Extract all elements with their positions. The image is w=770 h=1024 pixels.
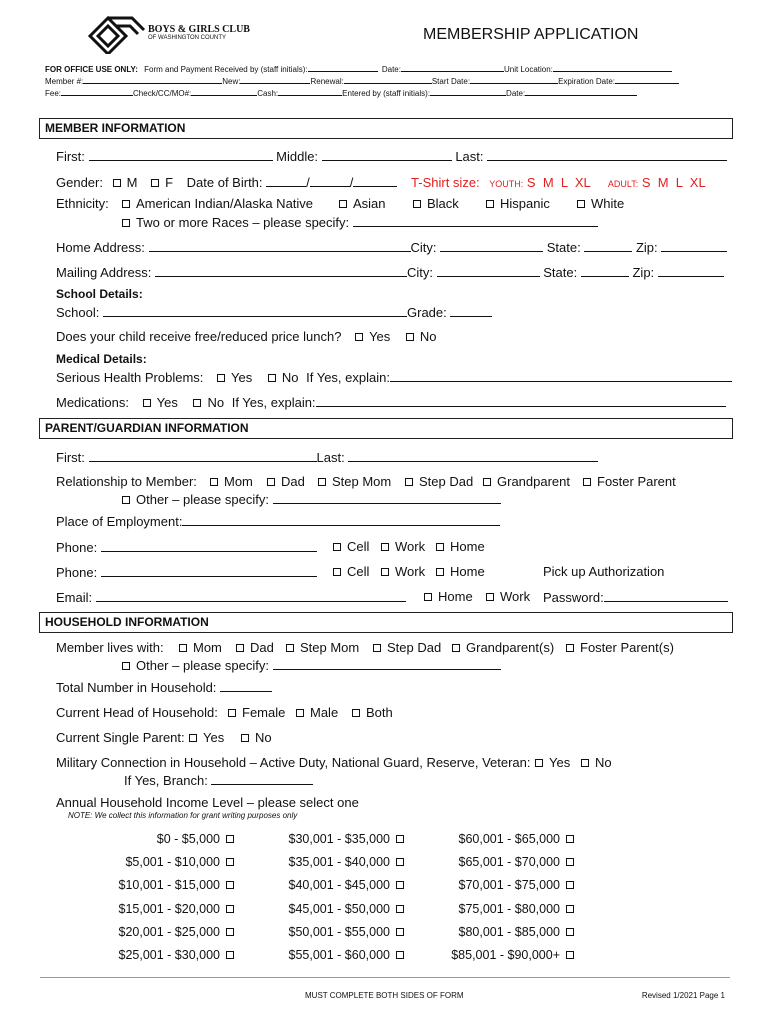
income-option[interactable]: $0 - $5,000 [157,832,234,846]
lunch-no-checkbox[interactable] [406,333,414,341]
lives-step-mom[interactable]: Step Mom [286,640,359,655]
page-title: MEMBERSHIP APPLICATION [423,26,639,43]
total-number-field[interactable] [220,679,272,692]
phone-2-label: Phone: [56,565,98,580]
military-label: Military Connection in Household – Active Duty, National Guard, Reserve, Veteran: [56,755,531,770]
gender-label: Gender: [56,175,103,190]
email-label: Email: [56,590,93,605]
medications-label: Medications: [56,395,129,410]
serious-health-label: Serious Health Problems: [56,370,204,385]
home-address-label: Home Address: [56,240,145,255]
school-field[interactable] [103,304,407,317]
gender-m-label: M [126,175,138,190]
email-row [56,589,406,605]
tshirt-adult-label: ADULT: [607,179,639,189]
phone-2-work[interactable]: Work [381,564,425,579]
email-field[interactable] [96,589,406,602]
mailing-address-field[interactable] [155,264,407,277]
school-row [56,304,492,320]
eth-hispanic[interactable]: Hispanic [486,196,550,211]
phone-1-label: Phone: [56,540,98,555]
club-logo-icon [86,14,146,54]
office-cash-label: Cash: [257,89,279,98]
home-address-row [56,239,727,255]
password-label: Password: [543,590,604,605]
office-row-1 [45,62,672,74]
parent-first-field[interactable] [89,449,317,462]
head-household-label: Current Head of Household: [56,705,218,720]
head-household-label-wrap [56,705,218,720]
dob-slash-2: / [349,175,354,190]
phone-1-home[interactable]: Home [436,539,485,554]
office-expiration-field[interactable] [615,74,679,84]
member-first-field[interactable] [89,148,273,161]
member-section-header [39,118,733,139]
rel-grandparent[interactable]: Grandparent [483,474,570,489]
office-row-3 [45,86,637,98]
meds-no-label: No [207,395,225,410]
dob-slash-1: / [306,175,310,190]
income-option[interactable]: $75,001 - $80,000 [459,902,574,916]
parent-name-row [56,449,598,465]
gender-f-label: F [165,175,174,190]
rel-step-mom[interactable]: Step Mom [318,474,391,489]
lives-with-label-wrap [56,640,164,655]
single-parent-label: Current Single Parent: [56,730,185,745]
meds-yes-checkbox[interactable] [143,399,151,407]
income-option[interactable]: $60,001 - $65,000 [459,832,574,846]
rel-other-field[interactable] [273,491,501,504]
office-renewal-label: Renewal: [310,77,344,86]
branch-label: If Yes, Branch: [124,773,208,788]
employment-label: Place of Employment: [56,514,183,529]
rel-other[interactable]: Other – please specify: [122,491,501,507]
office-date-field[interactable] [401,62,504,72]
household-section-title: HOUSEHOLD INFORMATION [45,615,209,629]
lives-other-field[interactable] [273,657,501,670]
eth-white[interactable]: White [577,196,624,211]
office-start-date-field[interactable] [470,74,558,84]
password-field[interactable] [604,589,728,602]
mailing-zip-label: Zip: [632,265,655,280]
member-name-row [56,148,727,164]
medical-details-heading: Medical Details: [56,352,147,366]
office-label: FOR OFFICE USE ONLY: [45,65,138,74]
income-option[interactable]: $65,001 - $70,000 [459,855,574,869]
parent-first-label: First: [56,450,85,465]
lives-mom[interactable]: Mom [179,640,222,655]
home-zip-label: Zip: [635,240,658,255]
member-last-field[interactable] [487,148,727,161]
ethnicity-label: Ethnicity: [56,196,109,211]
lunch-question: Does your child receive free/reduced price lunch? [56,329,342,344]
parent-section-header [39,418,733,439]
eth-two-or-more-field[interactable] [353,214,598,227]
lives-with-label: Member lives with: [56,640,164,655]
dob-day-field[interactable] [310,174,350,187]
gender-m-checkbox[interactable] [113,179,121,187]
head-male[interactable]: Male [296,705,338,720]
meds-explain-field[interactable] [316,394,726,407]
pickup-authorization: Pick up Authorization [543,564,665,579]
phone-1-row [56,539,317,555]
office-new-field[interactable] [240,74,310,84]
income-option[interactable]: $20,001 - $25,000 [119,925,234,939]
lives-dad[interactable]: Dad [236,640,274,655]
head-female[interactable]: Female [228,705,285,720]
email-work[interactable]: Work [486,589,530,604]
dob-year-field[interactable] [353,174,397,187]
phone-1-cell[interactable]: Cell [333,539,369,554]
tshirt-adult-sizes[interactable]: S M L XL [641,175,706,190]
income-option[interactable]: $15,001 - $20,000 [119,902,234,916]
relationship-label-wrap [56,474,197,489]
employment-field[interactable] [182,513,500,526]
grade-field[interactable] [450,304,492,317]
income-option[interactable]: $10,001 - $15,000 [119,878,234,892]
dob-month-field[interactable] [266,174,306,187]
phone-1-work[interactable]: Work [381,539,425,554]
income-option[interactable]: $55,001 - $60,000 [289,948,404,962]
lives-foster-parents[interactable]: Foster Parent(s) [566,640,674,655]
footer-center-note: MUST COMPLETE BOTH SIDES OF FORM [305,991,464,1000]
first-label: First: [56,149,85,164]
tshirt-label: T-Shirt size: [411,175,480,190]
military-yes[interactable]: Yes [535,755,570,770]
office-unit-location-field[interactable] [553,62,672,72]
relationship-label: Relationship to Member: [56,474,197,489]
income-option[interactable]: $70,001 - $75,000 [459,878,574,892]
office-fee-label: Fee: [45,89,62,98]
meds-yes-label: Yes [156,395,178,410]
mailing-state-field[interactable] [581,264,629,277]
logo-text-bottom: OF WASHINGTON COUNTY [148,35,226,41]
health-explain-label: If Yes, explain: [306,370,390,385]
parent-last-label: Last: [316,450,345,465]
home-address-field[interactable] [149,239,411,252]
income-option[interactable]: $85,001 - $90,000+ [451,948,574,962]
home-city-label: City: [410,240,437,255]
lunch-row [56,329,437,344]
total-number-label: Total Number in Household: [56,680,217,695]
income-option[interactable]: $30,001 - $35,000 [289,832,404,846]
last-label: Last: [455,149,484,164]
rel-step-dad[interactable]: Step Dad [405,474,473,489]
office-member-no-field[interactable] [83,74,222,84]
gender-dob-row [56,174,706,190]
lunch-no-label: No [419,329,437,344]
ethnicity-label-wrap [56,196,109,211]
tshirt-youth-label: YOUTH: [489,179,524,189]
office-cash-field[interactable] [278,86,342,96]
meds-no-checkbox[interactable] [193,399,201,407]
lives-grandparents[interactable]: Grandparent(s) [452,640,554,655]
mailing-zip-field[interactable] [658,264,724,277]
office-new-label: New: [222,77,241,86]
single-parent-label-wrap [56,730,185,745]
meds-explain-label: If Yes, explain: [231,395,316,410]
rel-mom[interactable]: Mom [210,474,253,489]
office-check-field[interactable] [191,86,257,96]
parent-last-field[interactable] [348,449,598,462]
logo [86,14,146,59]
eth-two-or-more[interactable]: Two or more Races – please specify: [122,214,598,230]
income-option[interactable]: $80,001 - $85,000 [459,925,574,939]
office-date2-field[interactable] [525,86,637,96]
rel-dad[interactable]: Dad [267,474,305,489]
income-option[interactable]: $40,001 - $45,000 [289,878,404,892]
office-form-payment-field[interactable] [308,62,378,72]
income-option[interactable]: $5,001 - $10,000 [125,855,234,869]
health-yes-label: Yes [231,370,253,385]
home-state-label: State: [546,240,581,255]
gender-f-checkbox[interactable] [151,179,159,187]
office-entered-by-label: Entered by (staff initials): [342,89,431,98]
branch-row [124,772,313,788]
military-label-wrap [56,755,531,770]
eth-asian[interactable]: Asian [339,196,386,211]
home-city-field[interactable] [440,239,543,252]
medications-row [56,394,726,410]
health-row [56,369,732,385]
office-start-date-label: Start Date: [431,77,471,86]
mailing-address-row [56,264,724,280]
total-household-row [56,679,272,695]
mailing-city-field[interactable] [437,264,540,277]
phone-2-home[interactable]: Home [436,564,485,579]
income-option[interactable]: $25,001 - $30,000 [119,948,234,962]
income-note: NOTE: We collect this information for grant writing purposes only [68,811,298,820]
mailing-address-label: Mailing Address: [56,265,152,280]
office-unit-location-label: Unit Location: [503,65,553,74]
income-option[interactable]: $50,001 - $55,000 [289,925,404,939]
middle-label: Middle: [276,149,319,164]
lunch-yes-checkbox[interactable] [355,333,363,341]
footer-divider [40,977,730,978]
school-details-heading: School Details: [56,287,143,301]
household-section-header [39,612,733,633]
office-renewal-field[interactable] [344,74,432,84]
single-parent-no[interactable]: No [241,730,272,745]
lives-other[interactable]: Other – please specify: [122,657,501,673]
health-no-label: No [281,370,299,385]
lives-step-dad[interactable]: Step Dad [373,640,441,655]
member-middle-field[interactable] [322,148,452,161]
phone-2-row [56,564,317,580]
office-fee-field[interactable] [61,86,133,96]
office-row-2 [45,74,679,86]
office-check-label: Check/CC/MO#: [133,89,192,98]
office-entered-by-field[interactable] [430,86,506,96]
parent-section-title: PARENT/GUARDIAN INFORMATION [45,421,249,435]
dob-label: Date of Birth: [186,175,263,190]
office-member-no-label: Member #: [45,77,84,86]
eth-american-indian[interactable]: American Indian/Alaska Native [122,196,313,211]
eth-black[interactable]: Black [413,196,459,211]
office-form-payment-label: Form and Payment Received by (staff initials): [144,65,308,74]
mailing-state-label: State: [543,265,578,280]
school-label: School: [56,305,100,320]
home-state-field[interactable] [584,239,632,252]
tshirt-youth-sizes[interactable]: S M L XL [526,175,591,190]
rel-foster-parent[interactable]: Foster Parent [583,474,676,489]
health-no-checkbox[interactable] [268,374,276,382]
employment-row [56,513,500,529]
income-option[interactable]: $45,001 - $50,000 [289,902,404,916]
mailing-city-label: City: [407,265,434,280]
health-yes-checkbox[interactable] [217,374,225,382]
income-option[interactable]: $35,001 - $40,000 [289,855,404,869]
health-explain-field[interactable] [390,369,732,382]
footer-revision: Revised 1/2021 Page 1 [641,991,725,1000]
password-row [543,589,728,605]
lunch-yes-label: Yes [369,329,391,344]
office-date2-label: Date: [506,89,526,98]
grade-label: Grade: [407,305,447,320]
office-expiration-label: Expiration Date: [558,77,615,86]
phone-1-field[interactable] [101,539,317,552]
home-zip-field[interactable] [661,239,727,252]
military-no[interactable]: No [581,755,612,770]
email-home[interactable]: Home [424,589,473,604]
head-both[interactable]: Both [352,705,393,720]
office-date-label: Date: [381,65,401,74]
income-title: Annual Household Income Level – please select one [56,795,359,810]
phone-2-field[interactable] [101,564,317,577]
phone-2-cell[interactable]: Cell [333,564,369,579]
branch-field[interactable] [211,772,313,785]
single-parent-yes[interactable]: Yes [189,730,224,745]
logo-text-top: BOYS & GIRLS CLUB [148,24,250,35]
member-section-title: MEMBER INFORMATION [45,121,186,135]
